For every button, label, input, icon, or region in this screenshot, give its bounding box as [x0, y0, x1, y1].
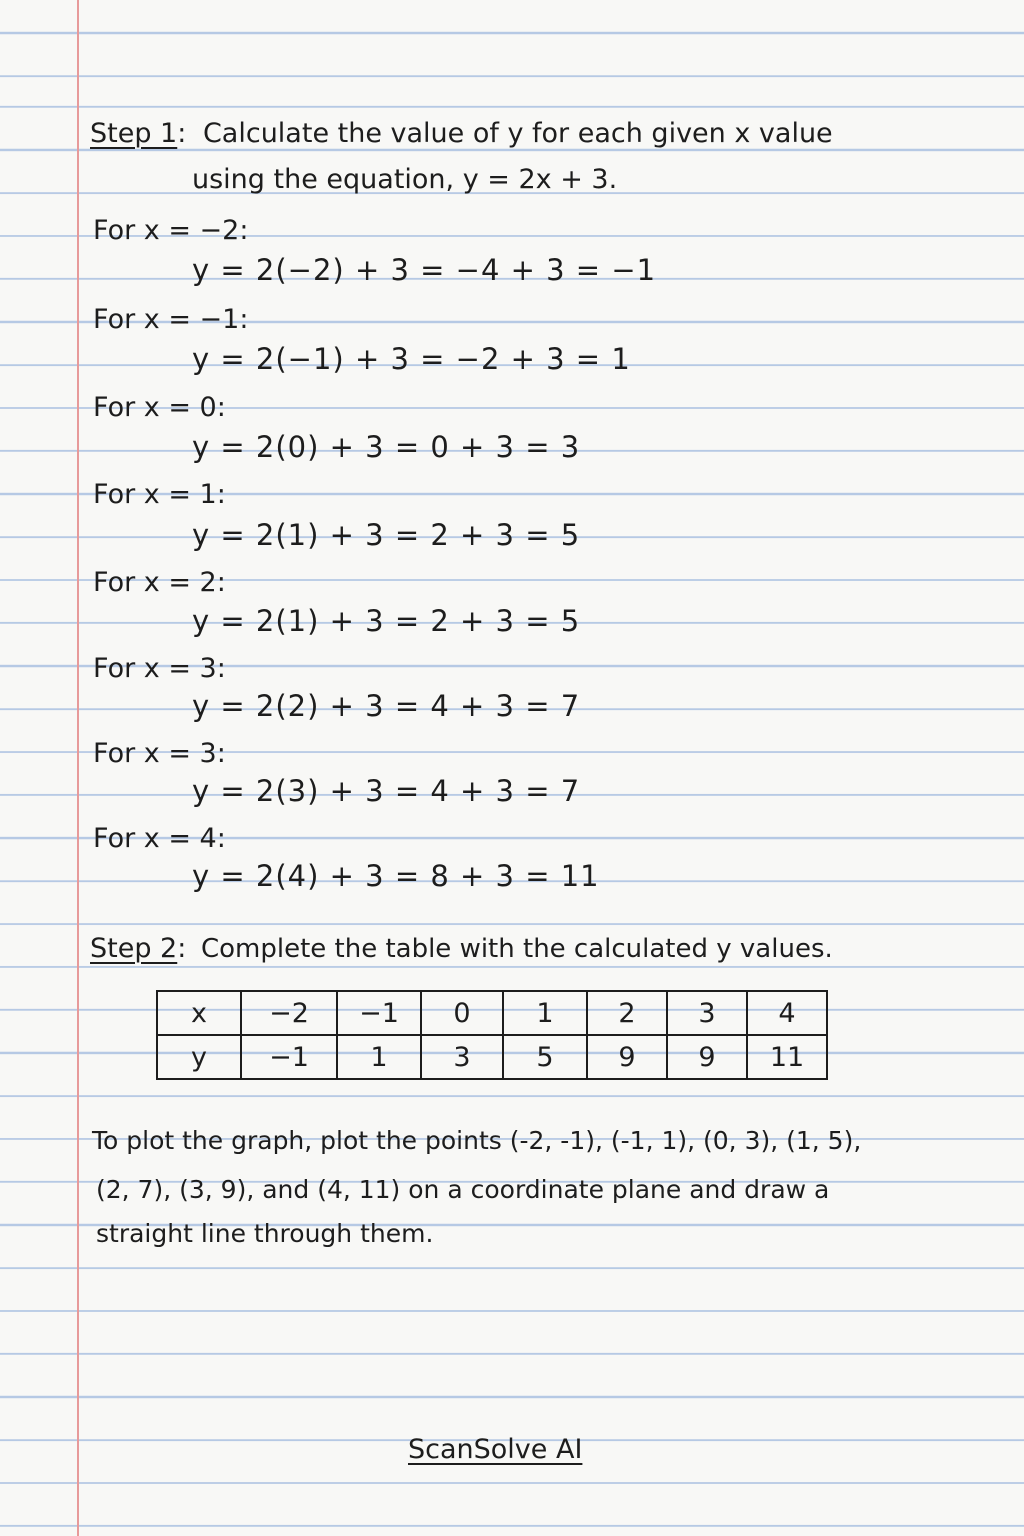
step1-colon: : — [177, 118, 187, 149]
footer-brand: ScanSolve AI — [408, 1434, 583, 1465]
table-cell-y: 5 — [503, 1035, 587, 1079]
step2-colon: : — [177, 933, 187, 964]
table-cell-y: −1 — [241, 1035, 337, 1079]
table-cell-y: 9 — [667, 1035, 747, 1079]
step1-label: Step 1 — [90, 118, 178, 149]
calc-equation: y = 2(1) + 3 = 2 + 3 = 5 — [192, 604, 581, 638]
table-row-x — [157, 991, 827, 1035]
calc-equation: y = 2(0) + 3 = 0 + 3 = 3 — [192, 430, 581, 464]
step1-heading — [90, 120, 833, 147]
calc-heading: For x = 0: — [93, 392, 226, 423]
table-cell-y: 11 — [747, 1035, 827, 1079]
table-cell-x: 3 — [667, 991, 747, 1035]
calc-equation: y = 2(1) + 3 = 2 + 3 = 5 — [192, 518, 581, 552]
calc-equation: y = 2(4) + 3 = 8 + 3 = 11 — [192, 859, 600, 893]
step2-heading — [90, 935, 833, 962]
calc-heading: For x = −1: — [93, 304, 249, 335]
calc-heading: For x = 2: — [93, 567, 226, 598]
calc-heading: For x = 3: — [93, 738, 226, 769]
step2-label: Step 2 — [90, 933, 178, 964]
table-cell-x: −2 — [241, 991, 337, 1035]
table-cell-x: 0 — [421, 991, 503, 1035]
table-cell-y: 3 — [421, 1035, 503, 1079]
calc-equation: y = 2(2) + 3 = 4 + 3 = 7 — [192, 689, 581, 723]
table-row-y — [157, 1035, 827, 1079]
plot-instruction-line2: (2, 7), (3, 9), and (4, 11) on a coordinate plane and draw a — [96, 1175, 830, 1204]
calc-heading: For x = 4: — [93, 823, 226, 854]
table-cell-x: 4 — [747, 991, 827, 1035]
calc-heading: For x = 1: — [93, 479, 226, 510]
step1-text-line1: Calculate the value of y for each given x value — [202, 118, 833, 149]
table-cell-y: 9 — [587, 1035, 667, 1079]
table-header-y: y — [157, 1035, 241, 1079]
calc-equation: y = 2(3) + 3 = 4 + 3 = 7 — [192, 774, 581, 808]
table-cell-x: 2 — [587, 991, 667, 1035]
step2-text: Complete the table with the calculated y values. — [200, 934, 833, 964]
table-header-x: x — [157, 991, 241, 1035]
table-cell-x: −1 — [337, 991, 421, 1035]
margin-line — [77, 0, 79, 1536]
plot-instruction-line3: straight line through them. — [96, 1219, 434, 1248]
table-cell-x: 1 — [503, 991, 587, 1035]
value-table — [156, 990, 828, 1080]
calc-equation: y = 2(−1) + 3 = −2 + 3 = 1 — [192, 342, 631, 376]
calc-equation: y = 2(−2) + 3 = −4 + 3 = −1 — [192, 253, 657, 287]
calc-heading: For x = 3: — [93, 653, 226, 684]
table-cell-y: 1 — [337, 1035, 421, 1079]
step1-text-line2: using the equation, y = 2x + 3. — [192, 164, 618, 195]
calc-heading: For x = −2: — [93, 215, 249, 246]
plot-instruction-line1: To plot the graph, plot the points (-2, -1), (-1, 1), (0, 3), (1, 5), — [92, 1126, 862, 1155]
